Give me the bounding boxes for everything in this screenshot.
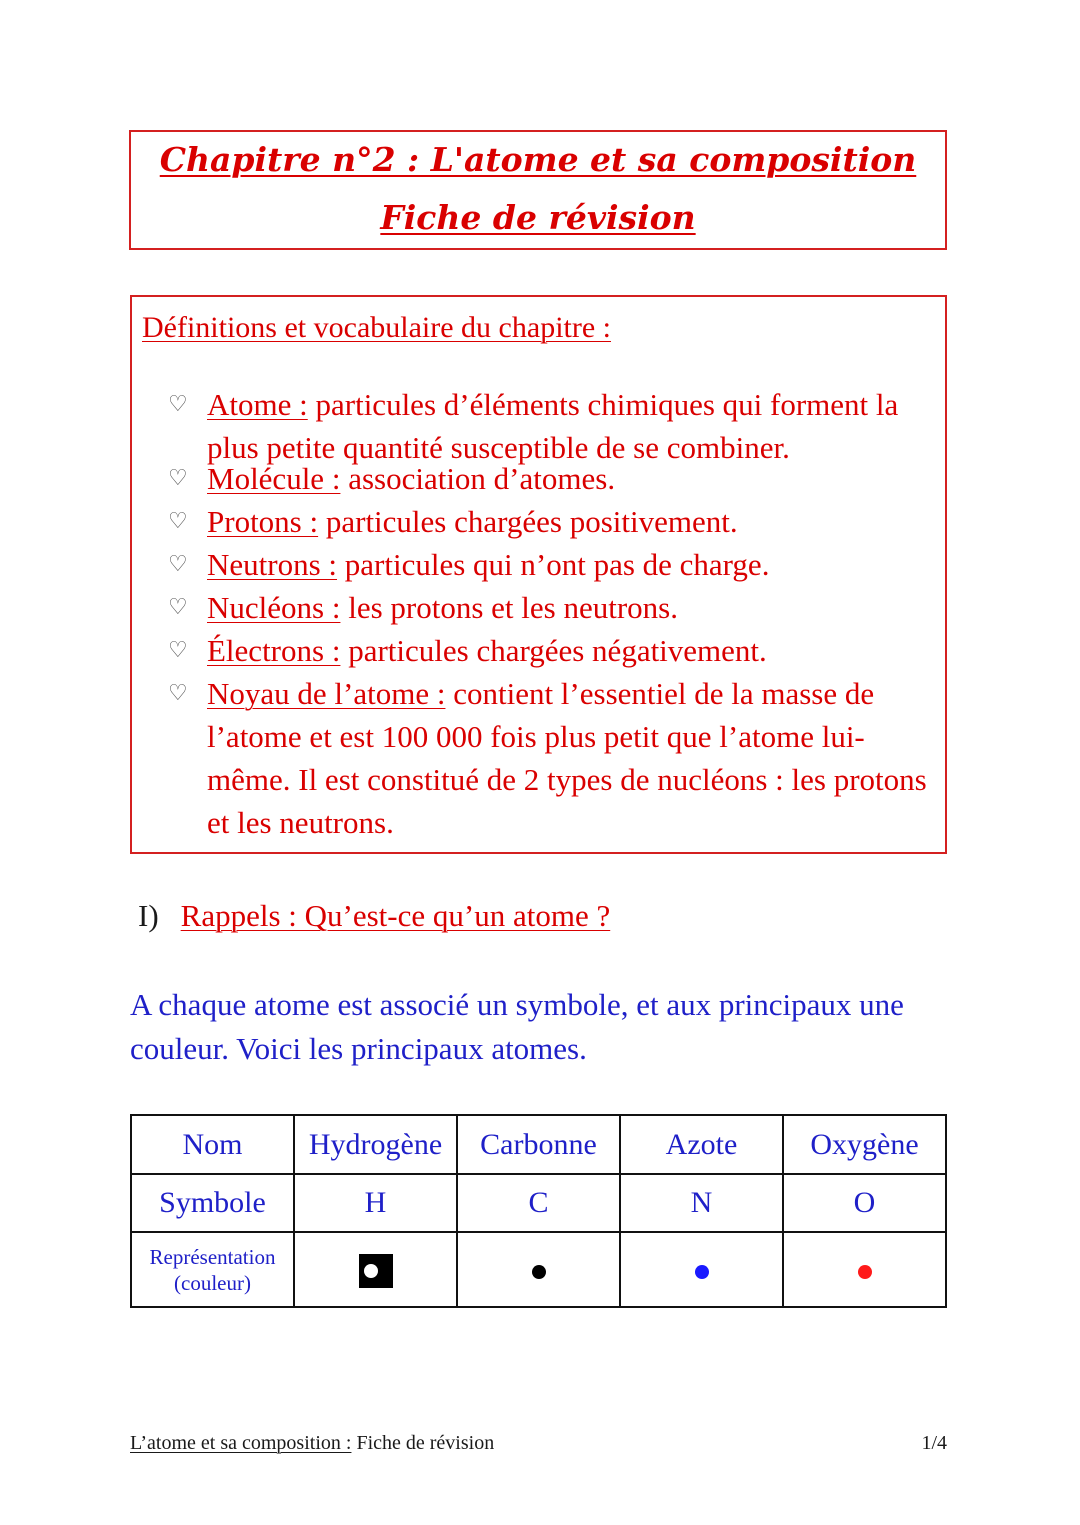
atom-name: Hydrogène [294, 1115, 457, 1174]
atoms-table [130, 1114, 947, 1308]
oxygen-dot-icon [858, 1265, 872, 1279]
row-label-representation [131, 1232, 294, 1307]
definition-text: particules d’éléments chimiques qui forment la plus petite quantité susceptible de se combiner. [207, 387, 899, 465]
definition-term: Électrons : [207, 633, 341, 668]
definition-text: contient l’essentiel de la masse de l’atome et est 100 000 fois plus petit que l’atome lui-même. Il est constitué de 2 types de nucléons : les protons et les neutrons. [207, 676, 927, 840]
row-label-symbol: Symbole [131, 1174, 294, 1232]
definition-text: particules chargées positivement. [318, 504, 738, 539]
atom-color-cell [457, 1232, 620, 1307]
definition-text: particules qui n’ont pas de charge. [337, 547, 770, 582]
definition-term: Nucléons : [207, 590, 341, 625]
heart-bullet-icon: ♡ [168, 466, 188, 491]
table-row [131, 1232, 946, 1307]
title-box [129, 130, 947, 250]
atom-symbol: H [294, 1174, 457, 1232]
definition-protons [168, 500, 938, 543]
atom-name: Carbonne [457, 1115, 620, 1174]
section-title: Rappels : Qu’est-ce qu’un atome ? [180, 898, 611, 933]
definition-molecule [168, 457, 938, 500]
heart-bullet-icon: ♡ [168, 552, 188, 577]
definition-noyau [168, 672, 938, 844]
atom-symbol: C [457, 1174, 620, 1232]
heart-bullet-icon: ♡ [168, 681, 188, 706]
representation-label: Représentation [149, 1244, 276, 1269]
table-row [131, 1174, 946, 1232]
chapter-title: Chapitre n°2 : L'atome et sa composition [159, 140, 917, 179]
footer-doc-subtitle: Fiche de révision [351, 1432, 495, 1454]
hydrogen-swatch [359, 1254, 393, 1288]
footer-doc-label: L’atome et sa composition : [130, 1432, 352, 1454]
section-heading [138, 898, 610, 934]
heart-bullet-icon: ♡ [168, 595, 188, 620]
page-number: 1/4 [921, 1432, 947, 1454]
footer-document-title [130, 1432, 494, 1455]
atom-name: Azote [620, 1115, 783, 1174]
heart-bullet-icon: ♡ [168, 638, 188, 663]
definition-neutrons [168, 543, 938, 586]
definition-electrons [168, 629, 938, 672]
atom-color-cell [783, 1232, 946, 1307]
definition-term: Protons : [207, 504, 319, 539]
atom-symbol: N [620, 1174, 783, 1232]
representation-sublabel: (couleur) [174, 1270, 251, 1295]
nitrogen-dot-icon [695, 1265, 709, 1279]
atom-color-cell [620, 1232, 783, 1307]
intro-paragraph: A chaque atome est associé un symbole, et aux principaux une couleur. Voici les principaux atomes. [130, 987, 904, 1066]
definition-nucleons [168, 586, 938, 629]
heart-bullet-icon: ♡ [168, 509, 188, 534]
hydrogen-dot-icon [364, 1264, 378, 1278]
definition-term: Neutrons : [207, 547, 338, 582]
definition-term: Atome : [207, 387, 308, 422]
definitions-box [130, 295, 947, 854]
atom-color-cell [294, 1232, 457, 1307]
revision-sheet-title: Fiche de révision [380, 198, 696, 237]
definition-text: association d’atomes. [340, 461, 616, 496]
definitions-heading: Définitions et vocabulaire du chapitre : [142, 311, 611, 344]
atom-symbol: O [783, 1174, 946, 1232]
row-label-name: Nom [131, 1115, 294, 1174]
atom-name: Oxygène [783, 1115, 946, 1174]
definition-term: Noyau de l’atome : [207, 676, 446, 711]
definition-text: particules chargées négativement. [340, 633, 767, 668]
definition-text: les protons et les neutrons. [340, 590, 678, 625]
carbon-dot-icon [532, 1265, 546, 1279]
heart-bullet-icon: ♡ [168, 392, 188, 417]
section-number: I) [138, 898, 159, 933]
table-row [131, 1115, 946, 1174]
definition-term: Molécule : [207, 461, 341, 496]
